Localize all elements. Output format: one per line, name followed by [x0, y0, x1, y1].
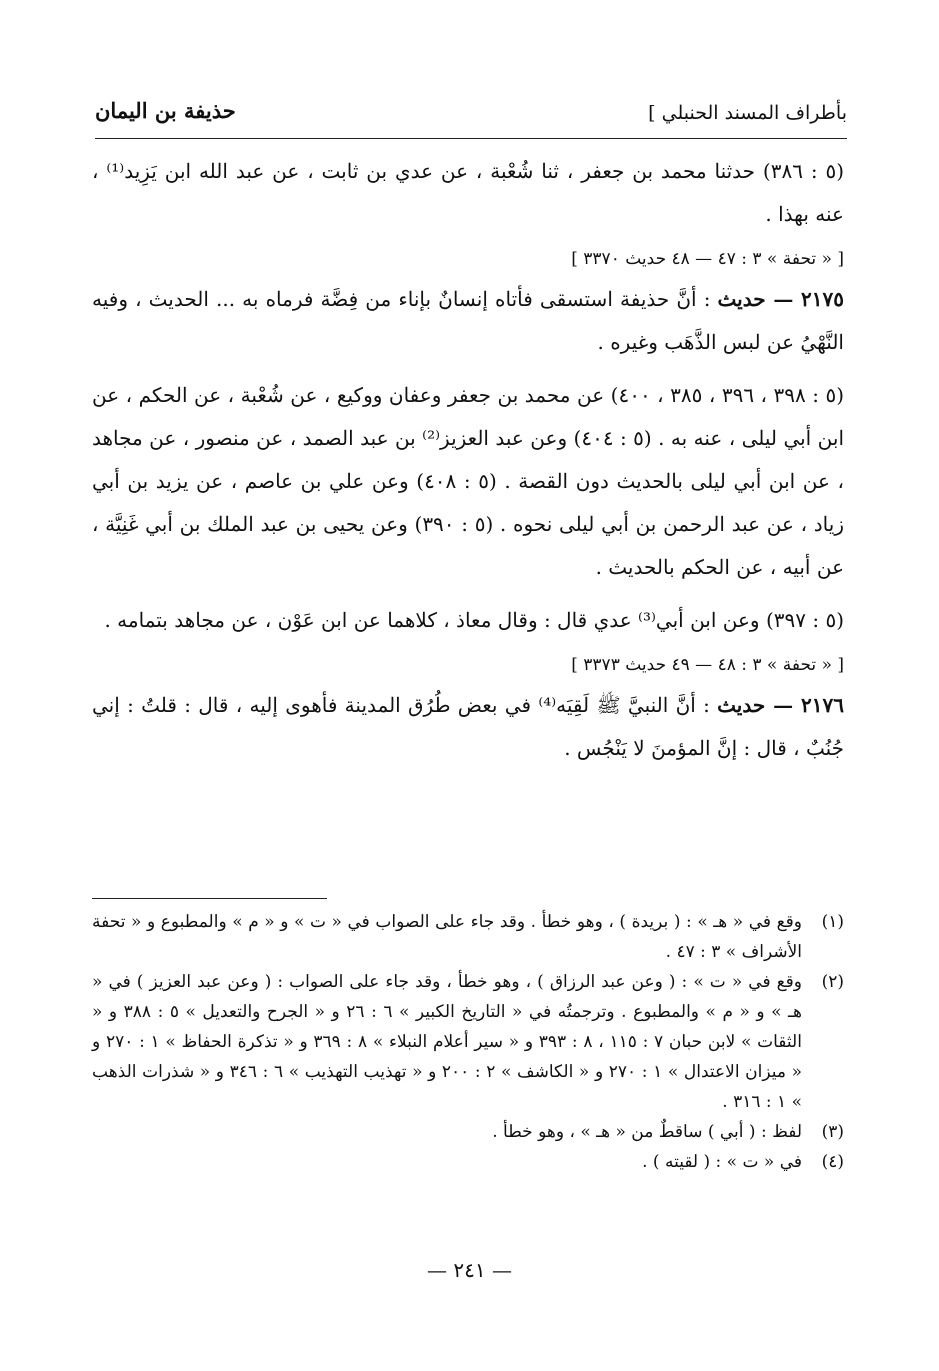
footnote-text: لفظ : ( أبي ) ساقطٌ من « هـ » ، وهو خطأ . [492, 1122, 802, 1142]
chain-paragraph: (٥ : ٣٩٨ ، ٣٩٦ ، ٣٨٥ ، ٤٠٠) عن محمد بن جعفر وعفان ووكيع ، عن شُعْبة ، عن الحكم ، عن ابن أبي ليلى ، عنه به . (٥ : ٤٠٤) وعن عبد العزيز⁽²⁾ بن عبد الصمد ، عن منصور ، عن مجاهد ، عن ابن أبي ليلى بالحديث دون القصة . (٥ : ٤٠٨) وعن علي بن عاصم ، عن يزيد بن أبي زياد ، عن عبد الرحمن بن أبي ليلى نحوه . (٥ : ٣٩٠) وعن يحيى بن عبد الملك بن أبي غَنِيَّة ، عن أبيه ، عن الحكم بالحديث . [92, 383, 845, 579]
hadith-text: : أنَّ حذيفة استسقى فأتاه إنسانٌ بإناء من فِضَّة فرماه به ... الحديث ، وفيه النَّهْيُ عن لبس الذَّهَب وغيره . [92, 287, 844, 354]
footnote [92, 1117, 844, 1147]
hadith-2175 [92, 278, 844, 364]
footnote-text: في « ت » : ( لقيته ) . [642, 1152, 802, 1172]
footnote [92, 1147, 844, 1177]
hadith-2176 [92, 684, 844, 770]
footnote-divider [92, 898, 327, 899]
footnote [92, 967, 844, 1117]
section-title: حذيفة بن اليمان [95, 98, 236, 123]
book-title: بأطراف المسند الحنبلي ] [648, 102, 847, 124]
footnote-number: (٢) [821, 972, 844, 992]
page-number: — ٢٤١ — [427, 1258, 512, 1282]
footnote-number: (٣) [821, 1122, 844, 1142]
running-header [95, 98, 847, 139]
footnote-text: وقع في « هـ » : ( بريدة ) ، وهو خطأ . وقد جاء على الصواب في « ت » و « م » والمطبوع و « تحفة الأشراف » ٣ : ٤٧ . [92, 912, 802, 962]
tuhfa-reference: [ « تحفة » ٣ : ٤٧ — ٤٨ حديث ٣٣٧٠ ] [571, 249, 844, 269]
chain-paragraph: (٥ : ٣٨٦) حدثنا محمد بن جعفر ، ثنا شُعْبة ، عن عدي بن ثابت ، عن عبد الله ابن يَزِيد⁽¹⁾ ، عنه بهذا . [92, 159, 845, 226]
chain-paragraph: (٥ : ٣٩٧) وعن ابن أبي⁽³⁾ عدي قال : وقال معاذ ، كلاهما عن ابن عَوْن ، عن مجاهد بتمامه . [104, 608, 844, 632]
footnote [92, 907, 844, 967]
footnote-number: (١) [821, 912, 844, 932]
footnote-number: (٤) [821, 1152, 844, 1172]
main-text [92, 150, 844, 770]
footnotes [92, 907, 844, 1177]
hadith-number: ٢١٧٥ — حديث [717, 287, 844, 311]
footnote-text: وقع في « ت » : ( وعن عبد الرزاق ) ، وهو خطأ ، وقد جاء على الصواب : ( وعن عبد العزيز ) في « هـ » و « م » والمطبوع . وترجمتُه في « التاريخ الكبير » ٦ : ٢٦ و « الجرح والتعديل » ٥ : ٣٨٨ و « الثقات » لابن حبان ٧ : ١١٥ ، ٨ : ٣٩٣ و « سير أعلام النبلاء » ٨ : ٣٦٩ و « تذكرة الحفاظ » ١ : ٢٧٠ و « ميزان الاعتدال » ١ : ٢٧٠ و « الكاشف » ٢ : ٢٠٠ و « تهذيب التهذيب » ٦ : ٣٤٦ و « شذرات الذهب » ١ : ٣١٦ . [92, 972, 803, 1112]
tuhfa-reference: [ « تحفة » ٣ : ٤٨ — ٤٩ حديث ٣٣٧٣ ] [571, 655, 844, 675]
hadith-text: : أنَّ النبيَّ ﷺ لَقِيَه⁽⁴⁾ في بعض طُرُق المدينة فأهوى إليه ، قال : قلتُ : إني جُنُبٌ ، قال : إنَّ المؤمنَ لا يَنْجُس . [92, 693, 844, 760]
hadith-number: ٢١٧٦ — حديث [717, 693, 844, 717]
